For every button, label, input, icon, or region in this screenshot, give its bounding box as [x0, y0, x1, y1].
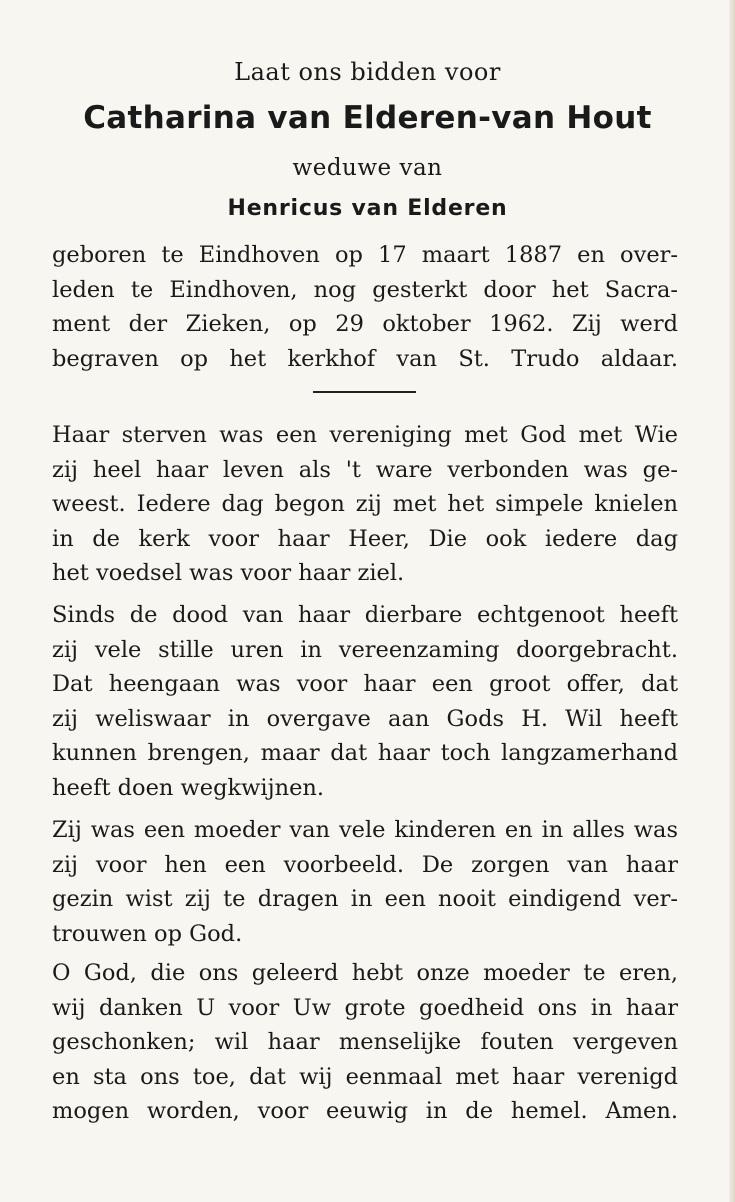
text-line: zij voor hen een voorbeeld. De zorgen van haar: [52, 851, 678, 878]
text-line: kunnen brengen, maar dat haar toch langzamerhand: [52, 740, 678, 766]
text-line: wij danken U voor Uw grote goedheid ons in haar: [52, 994, 678, 1021]
paragraph-prayer: [52, 956, 678, 1129]
intro-line: Laat ons bidden voor: [234, 58, 501, 86]
paragraph-mother: [52, 813, 678, 951]
text-line: in de kerk voor haar Heer, Die ook iedere dag: [52, 525, 678, 552]
text-line: O God, die ons geleerd hebt onze moeder te eren,: [52, 960, 678, 986]
paragraph-widowhood: [52, 598, 678, 805]
text-line: ment der Zieken, op 29 oktober 1962. Zij werd: [52, 311, 678, 337]
text-line: gezin wist zij te dragen in een nooit eindigend ver-: [52, 886, 678, 912]
text-line: en sta ons toe, dat wij eenmaal met haar verenigd: [52, 1063, 678, 1090]
text-line: geschonken; wil haar menselijke fouten vergeven: [52, 1029, 678, 1055]
husband-name: Henricus van Elderen: [227, 196, 508, 221]
divider-rule: [313, 391, 416, 393]
text-line: geboren te Eindhoven op 17 maart 1887 en over-: [52, 242, 678, 268]
text-line: zij vele stille uren in vereenzaming doorgebracht.: [52, 636, 678, 663]
text-line: mogen worden, voor eeuwig in de hemel. Amen.: [52, 1098, 678, 1124]
deceased-name: Catharina van Elderen-van Hout: [83, 100, 652, 136]
text-line: Dat heengaan was voor haar een groot offer, dat: [52, 671, 678, 697]
text-line: weest. Iedere dag begon zij met het simpele knielen: [52, 491, 678, 517]
text-line: heeft doen wegkwijnen.: [52, 774, 325, 801]
paragraph-death: [52, 418, 678, 591]
text-line: trouwen op God.: [52, 920, 243, 947]
text-line: leden te Eindhoven, nog gesterkt door het Sacra-: [52, 276, 678, 303]
text-line: het voedsel was voor haar ziel.: [52, 560, 405, 586]
text-line: zij heel haar leven als 't ware verbonden was ge-: [52, 456, 678, 483]
widow-of-line: weduwe van: [292, 155, 443, 181]
text-line: begraven op het kerkhof van St. Trudo aldaar.: [52, 345, 678, 372]
text-line: zij weliswaar in overgave aan Gods H. Wil heeft: [52, 705, 678, 732]
text-line: Sinds de dood van haar dierbare echtgenoot heeft: [52, 602, 678, 628]
biography-paragraph: [52, 238, 678, 376]
text-line: Haar sterven was een vereniging met God met Wie: [52, 422, 678, 448]
text-line: Zij was een moeder van vele kinderen en in alles was: [52, 817, 678, 843]
